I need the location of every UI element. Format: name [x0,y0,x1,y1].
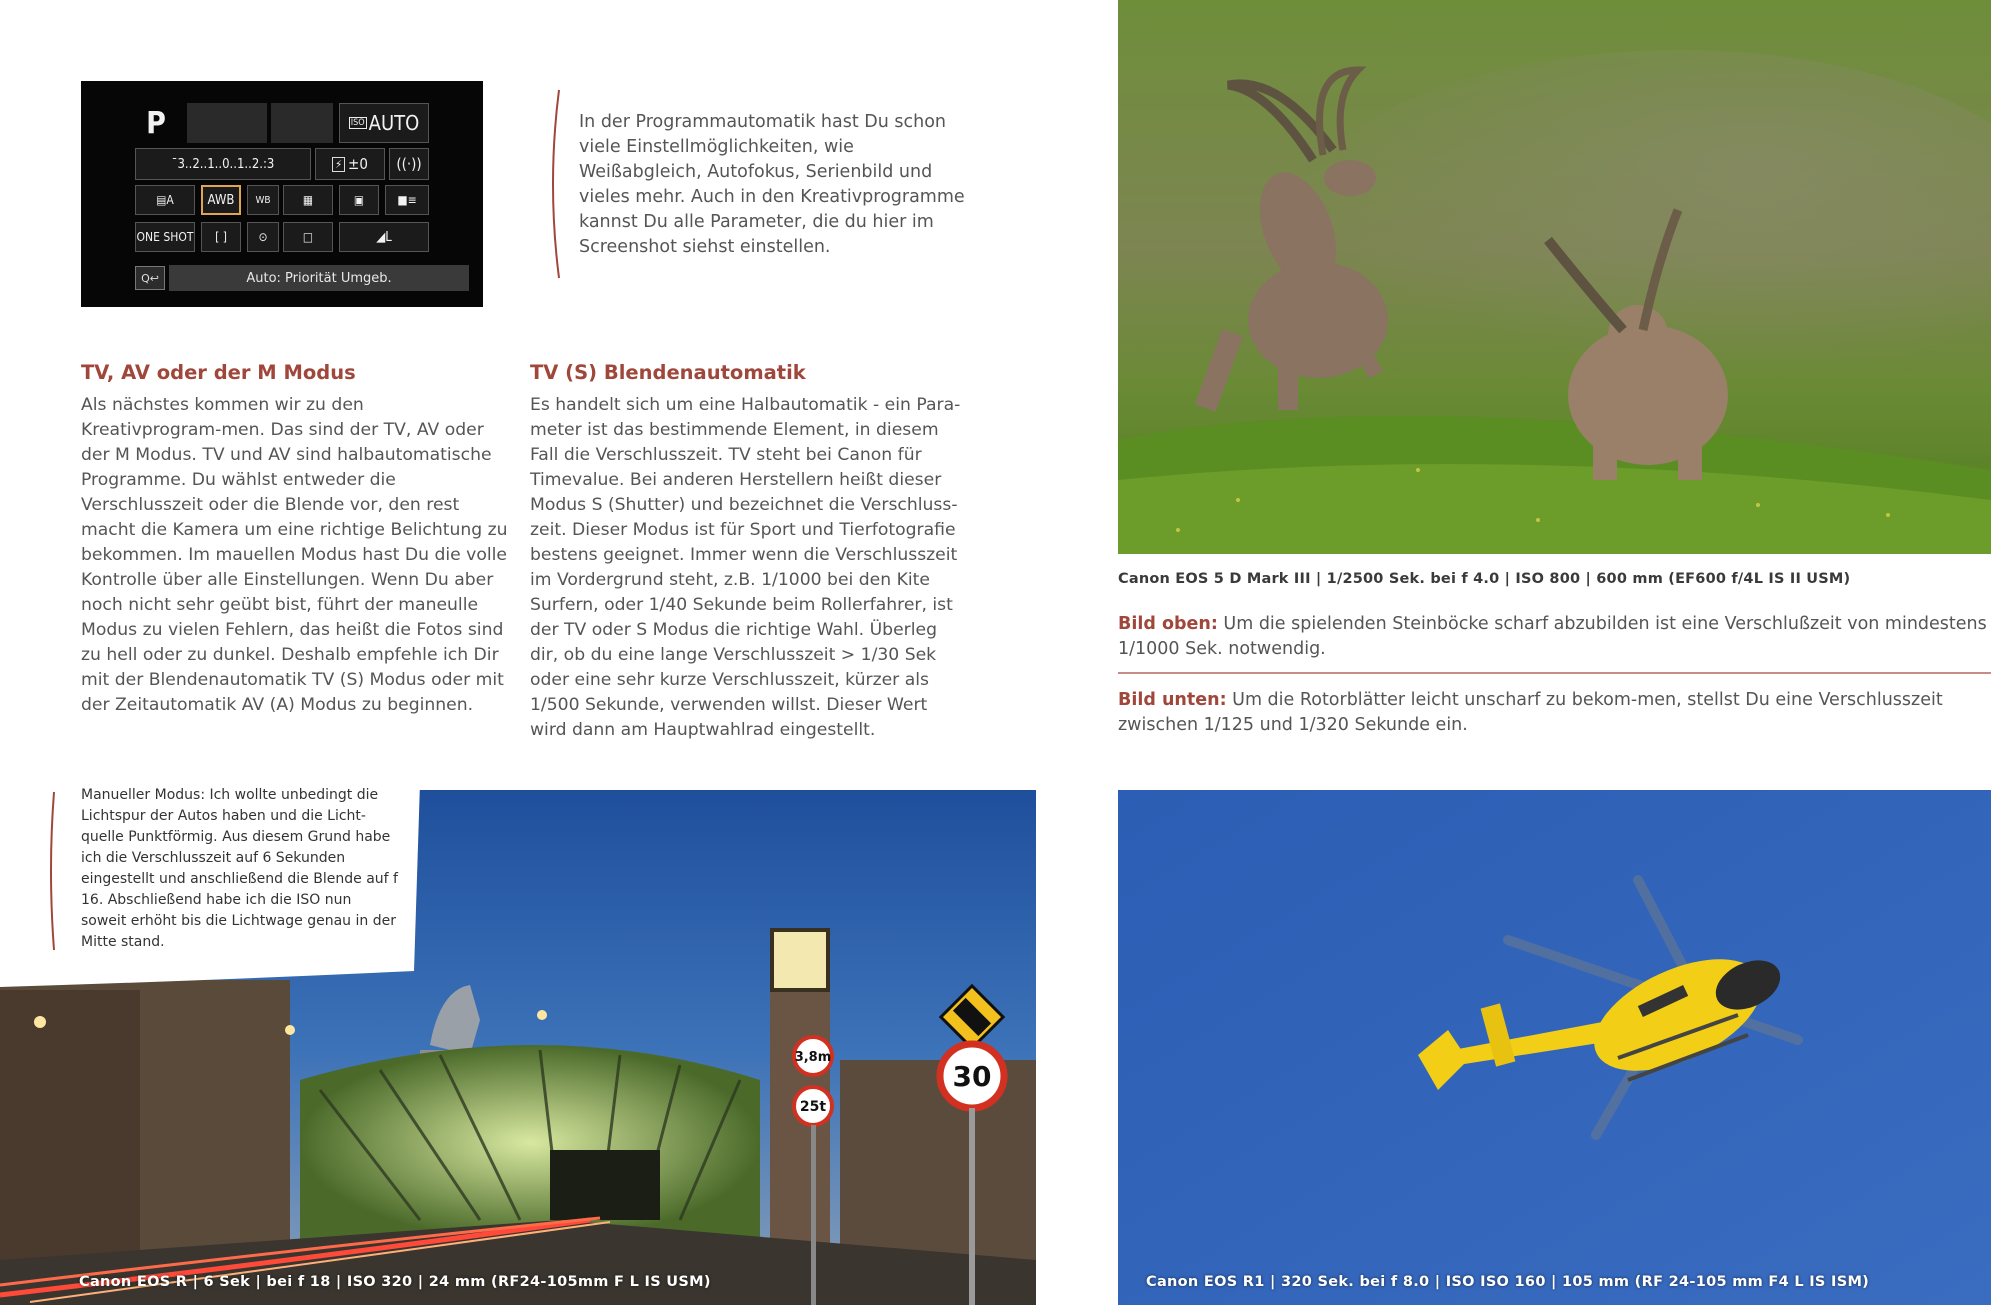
helicopter-photo-caption: Canon EOS R1 | 320 Sek. bei f 8.0 | ISO ISO 160 | 105 mm (RF 24-105 mm F4 L IS ISM) [1146,1274,1870,1290]
single-shot-icon: □ [283,222,333,252]
wireless-icon: ((·)) [389,148,429,180]
iso-value: AUTO [368,111,420,135]
height-sign-text: 3,8m [794,1050,832,1065]
flash-comp-value: ±0 [348,155,368,173]
exposure-scale: ¯3..2..1..0..1..2.:3 [135,148,311,180]
empty-slot [271,103,333,143]
helicopter-photo [1118,790,1991,1305]
image-quality: ◢ L [339,222,429,252]
section-body-modes: Als nächstes kommen wir zu den Kreativprogram-men. Das sind der TV, AV oder der M Modus. TV und AV sind halbautomatische Programme. Du wählst entweder die Verschlusszeit oder die Blende vor, den rest macht die Kamera um eine richtige Belichtung zu bekommen. Im mauellen Modus hast Du die volle Kontrolle über alle Einstellungen. Wenn Du aber noch nicht sehr geübt bist, führt der maneulle Modus zu vielen Fehlern, das heißt die Fotos sind zu hell oder zu dunkel. Deshalb empfehle ich Dir mit der Blendenautomatik TV (S) Modus oder mit der Zeitautomatik AV (A) Modus zu beginnen. [81,395,508,715]
note-image-top [1118,612,1998,662]
empty-slot [187,103,267,143]
status-text: Auto: Priorität Umgeb. [169,265,469,291]
picture-style-icon: ▤A [135,185,195,215]
speed-sign-text: 30 [952,1060,992,1093]
section-title-modes: TV, AV oder der M Modus [81,361,356,384]
note-top-text: Um die spielenden Steinböcke scharf abzubilden ist eine Verschlußzeit von mindestens 1/1000 Sek. notwendig. [1118,614,1987,659]
af-area-icon: [ ] [201,222,241,252]
iso-label: ISO [350,118,365,128]
flash-icon: ⚡ [332,157,345,172]
manual-mode-note: Manueller Modus: Ich wollte unbedingt die Lichtspur der Autos haben und die Licht-quelle Punktförmig. Aus diesem Grund habe ich die Verschlusszeit auf 6 Sekunden eingestellt und anschließend die Blende auf f 16. Abschließend habe ich die ISO nun soweit erhöht bis die Lichtwage genau in der Mitte stand. [81,787,398,950]
note-image-bottom [1118,688,1998,738]
note-bottom-label: Bild unten: [1118,690,1227,710]
custom-icon: ■≡ [385,185,429,215]
section-body-tv: Es handelt sich um eine Halbautomatik - ein Para-meter ist das bestimmende Element, in diesem Fall die Verschlusszeit. TV steht bei Canon für Timevalue. Bei anderen Herstellern heißt dieser Modus S (Shutter) und bezeichnet die Verschluss-zeit. Dieser Modus ist für Sport und Tierfotografie bestens geeignet. Immer wenn die Verschlusszeit im Vordergrund steht, z.B. 1/1000 bei den Kite Surfern, oder 1/40 Sekunde beim Rollerfahrer, ist der TV oder S Modus die richtige Wahl. Überleg dir, ob du eine lange Verschlusszeit > 1/30 Sek oder eine sehr kurze Verschlusszeit, kürzer als 1/500 Sekunde, verwenden willst. Dieser Wert wird dann am Hauptwahlrad eingestellt. [530,395,961,740]
shooting-mode: P [146,105,166,141]
wb-shift-icon: WB [247,185,279,215]
section-title-tv: TV (S) Blendenautomatik [530,361,806,384]
metering-icon: ⊙ [247,222,279,252]
iso-setting [339,103,429,143]
note-top-label: Bild oben: [1118,614,1218,634]
quote-bracket-line [44,790,58,952]
quick-return-icon: Q↩ [135,266,165,290]
notes-divider [1118,672,1991,674]
note-bottom-text: Um die Rotorblätter leicht unscharf zu bekom-men, stellst Du eine Verschlusszeit zwischen 1/125 und 1/320 Sekunde ein. [1118,690,1943,735]
ibex-photo-caption: Canon EOS 5 D Mark III | 1/2500 Sek. bei f 4.0 | ISO 800 | 600 mm (EF600 f/4L IS II USM) [1118,571,1851,587]
auto-lighting-icon: ▦ [283,185,333,215]
intro-paragraph: In der Programmautomatik hast Du schon viele Einstellmöglichkeiten, wie Weißabgleich, Autofokus, Serienbild und vieles mehr. Auch in den Kreativprogramme kannst Du alle Parameter, die du hier im Screenshot siehst einstellen. [579,112,965,257]
quality-value: L [385,229,392,245]
camera-quick-menu-screenshot [81,81,483,307]
drive-icon: ▣ [339,185,379,215]
white-balance: AWB [201,185,241,215]
af-mode: ONE SHOT [135,222,195,252]
flash-compensation [315,148,385,180]
bridge-photo-caption: Canon EOS R | 6 Sek | bei f 18 | ISO 320 | 24 mm (RF24-105mm F L IS USM) [79,1274,711,1290]
quote-bracket-line [545,88,565,280]
weight-sign-text: 25t [799,1099,827,1115]
ibex-photo [1118,0,1991,554]
